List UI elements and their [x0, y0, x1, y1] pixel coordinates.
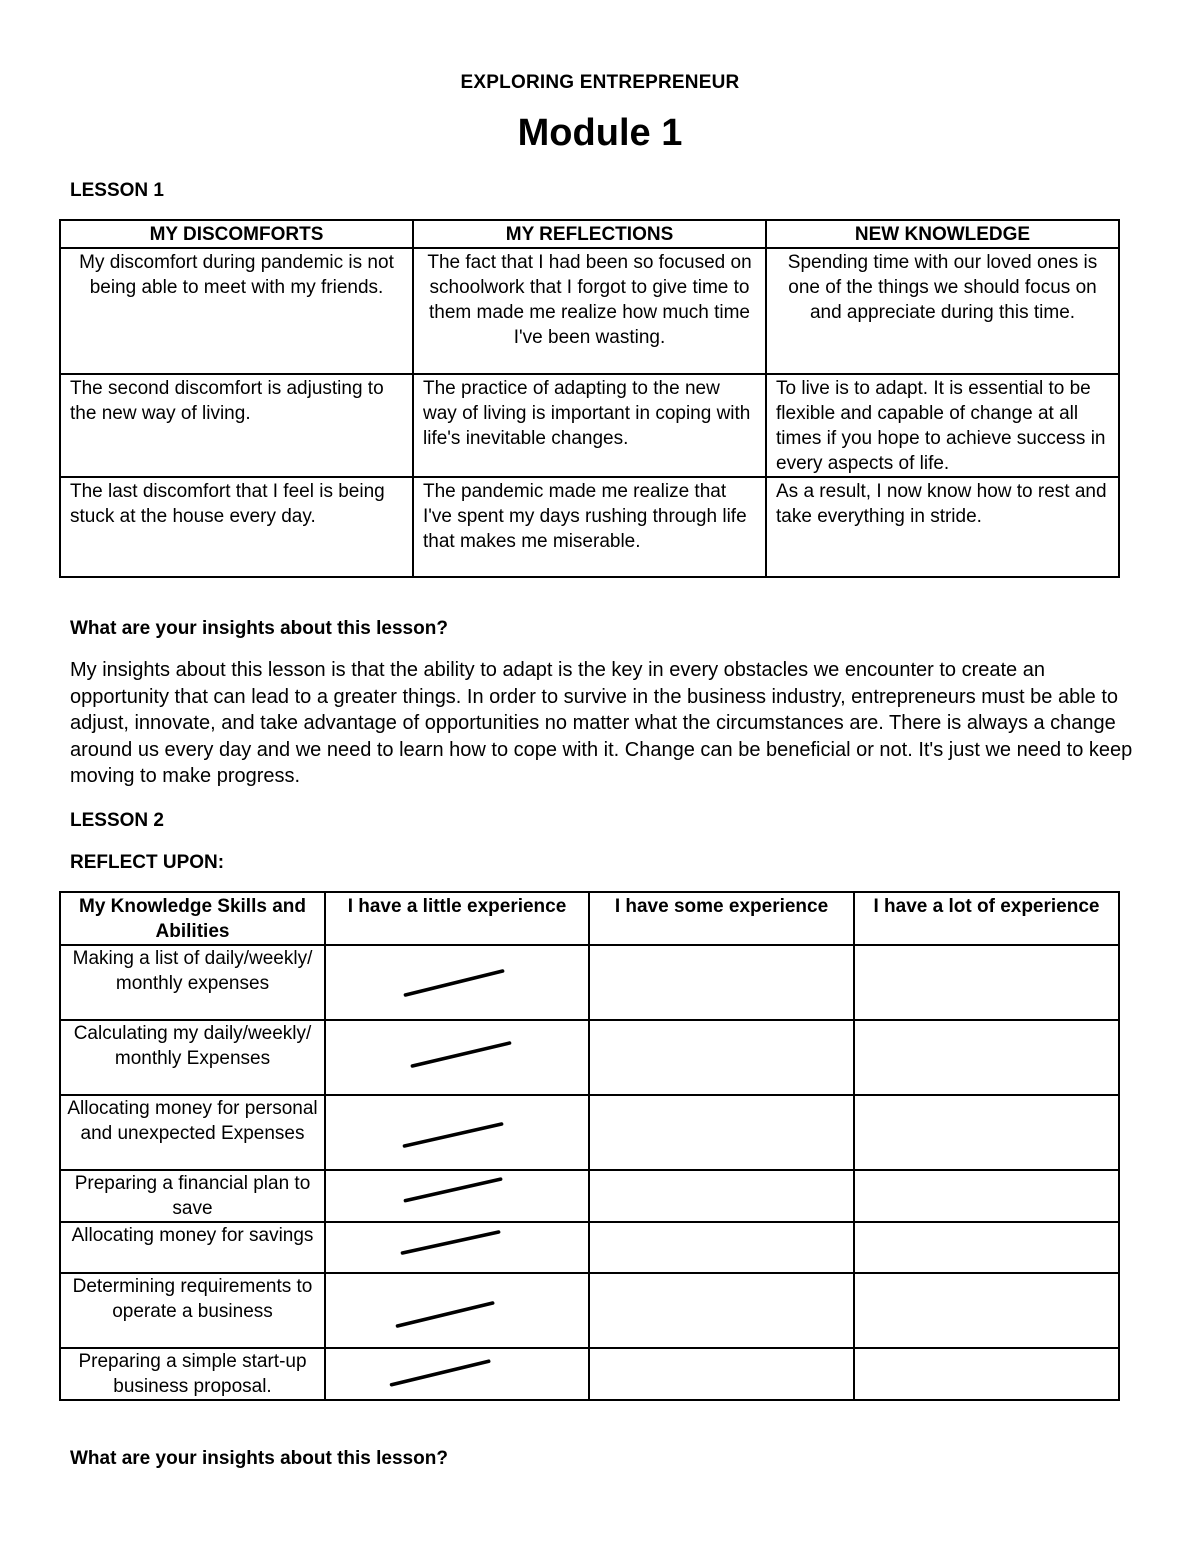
skill-cell: Allocating money for personal and unexpected Expenses [60, 1095, 325, 1170]
lesson2-subtitle: REFLECT UPON: [70, 852, 225, 873]
column-header: I have a little experience [325, 892, 589, 945]
column-header: MY DISCOMFORTS [60, 220, 413, 248]
column-header: MY REFLECTIONS [413, 220, 766, 248]
skill-cell: Preparing a financial plan to save [60, 1170, 325, 1222]
skill-cell: Determining requirements to operate a business [60, 1273, 325, 1348]
lot-experience-cell [854, 1348, 1119, 1400]
course-title: EXPLORING ENTREPRENEUR [460, 72, 740, 93]
skill-cell: Making a list of daily/weekly/ monthly expenses [60, 945, 325, 1020]
little-experience-cell [325, 1170, 589, 1222]
check-mark-icon [326, 946, 588, 1019]
reflection-cell: The fact that I had been so focused on schoolwork that I forgot to give time to them made me realize how much time I've been wasting. [413, 248, 766, 374]
little-experience-cell [325, 1095, 589, 1170]
some-experience-cell [589, 1095, 854, 1170]
table-row [60, 1170, 1119, 1222]
knowledge-cell: Spending time with our loved ones is one of the things we should focus on and appreciate during this time. [766, 248, 1119, 374]
reflection-cell: The pandemic made me realize that I've spent my days rushing through life that makes me miserable. [413, 477, 766, 577]
check-mark-icon [326, 1349, 588, 1399]
table-row [60, 1095, 1119, 1170]
some-experience-cell [589, 1273, 854, 1348]
some-experience-cell [589, 1170, 854, 1222]
column-header: I have a lot of experience [854, 892, 1119, 945]
discomfort-cell: The last discomfort that I feel is being stuck at the house every day. [60, 477, 413, 577]
little-experience-cell [325, 1020, 589, 1095]
lesson2-label: LESSON 2 [70, 810, 164, 831]
table-row [60, 1222, 1119, 1273]
discomfort-cell: My discomfort during pandemic is not being able to meet with my friends. [60, 248, 413, 374]
check-mark-icon [326, 1274, 588, 1347]
skill-cell: Calculating my daily/weekly/ monthly Expenses [60, 1020, 325, 1095]
lot-experience-cell [854, 1273, 1119, 1348]
some-experience-cell [589, 1020, 854, 1095]
skill-cell: Preparing a simple start-up business proposal. [60, 1348, 325, 1400]
column-header: I have some experience [589, 892, 854, 945]
lesson1-question: What are your insights about this lesson? [70, 618, 448, 639]
lot-experience-cell [854, 945, 1119, 1020]
table-row [60, 1273, 1119, 1348]
table-row [60, 1020, 1119, 1095]
check-mark-icon [326, 1096, 588, 1169]
knowledge-cell: As a result, I now know how to rest and take everything in stride. [766, 477, 1119, 577]
little-experience-cell [325, 1273, 589, 1348]
little-experience-cell [325, 1222, 589, 1273]
lesson1-table [59, 219, 1120, 578]
knowledge-cell: To live is to adapt. It is essential to be flexible and capable of change at all times if you hope to achieve success in every aspects of life. [766, 374, 1119, 477]
discomfort-cell: The second discomfort is adjusting to the new way of living. [60, 374, 413, 477]
table-row [60, 1348, 1119, 1400]
lot-experience-cell [854, 1095, 1119, 1170]
lot-experience-cell [854, 1020, 1119, 1095]
table-header-row [60, 892, 1119, 945]
some-experience-cell [589, 945, 854, 1020]
lesson1-answer: My insights about this lesson is that the ability to adapt is the key in every obstacles we encounter to create an opportunity that can lead to a greater things. In order to survive in the business industry, entrepreneurs must be able to adjust, innovate, and take advantage of opportunities no matter what the circumstances are. There is always a change around us every day and we need to learn how to cope with it. Change can be beneficial or not. It's just we need to keep moving to make progress. [70, 659, 1133, 787]
table-row [60, 477, 1119, 577]
table-header-row [60, 220, 1119, 248]
little-experience-cell [325, 945, 589, 1020]
check-mark-icon [326, 1223, 588, 1272]
little-experience-cell [325, 1348, 589, 1400]
check-mark-icon [326, 1021, 588, 1094]
module-title: Module 1 [517, 112, 683, 154]
table-row [60, 248, 1119, 374]
column-header: NEW KNOWLEDGE [766, 220, 1119, 248]
some-experience-cell [589, 1222, 854, 1273]
some-experience-cell [589, 1348, 854, 1400]
skill-cell: Allocating money for savings [60, 1222, 325, 1273]
table-row [60, 945, 1119, 1020]
check-mark-icon [326, 1171, 588, 1221]
reflection-cell: The practice of adapting to the new way of living is important in coping with life's inevitable changes. [413, 374, 766, 477]
table-row [60, 374, 1119, 477]
column-header: My Knowledge Skills and Abilities [60, 892, 325, 945]
lot-experience-cell [854, 1222, 1119, 1273]
lesson1-label: LESSON 1 [70, 180, 164, 201]
lesson2-question: What are your insights about this lesson? [70, 1448, 448, 1469]
lesson2-table [59, 891, 1120, 1401]
lot-experience-cell [854, 1170, 1119, 1222]
